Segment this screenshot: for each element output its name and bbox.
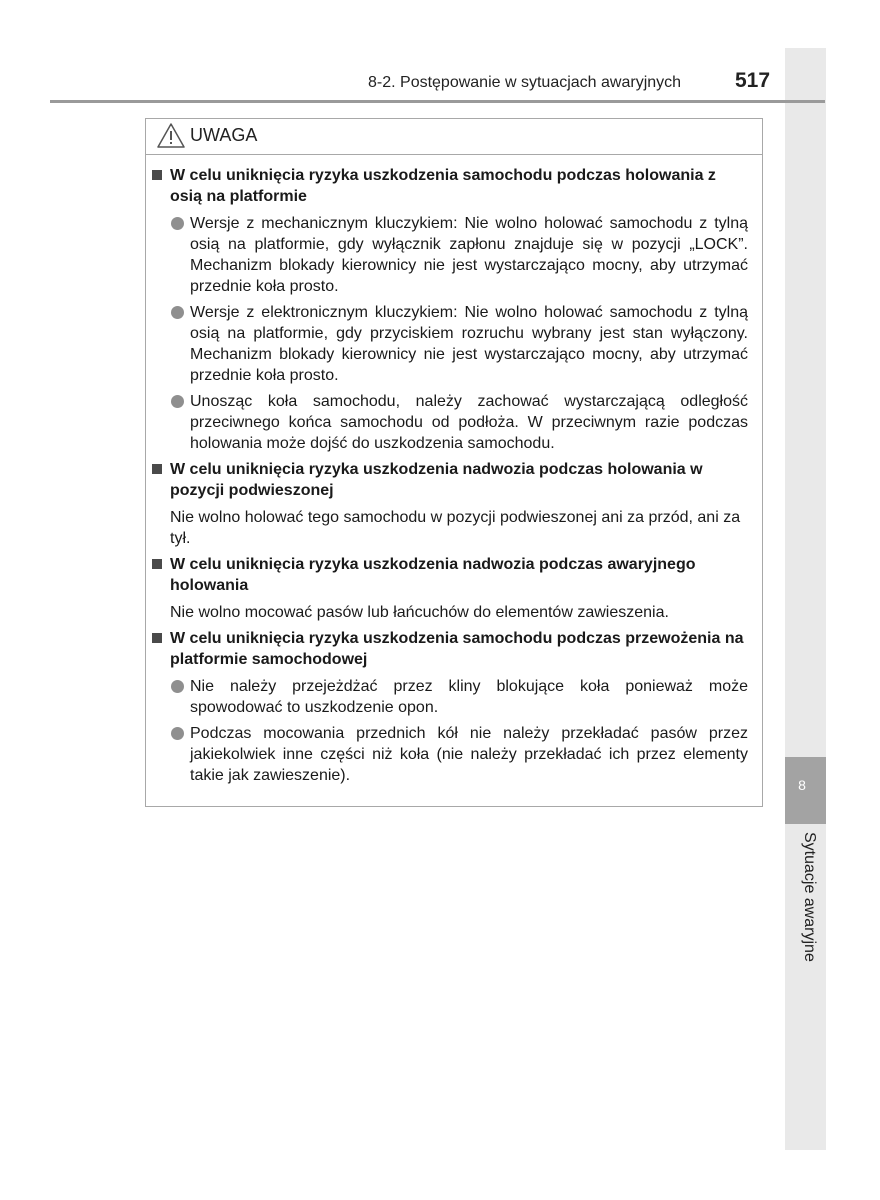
- chapter-number: 8: [798, 777, 806, 793]
- section-text: Nie wolno mocować pasów lub łańcuchów do elementów zawieszenia.: [170, 604, 669, 621]
- caution-title: UWAGA: [190, 125, 258, 145]
- square-bullet-icon: [152, 559, 162, 569]
- section-header: 8-2. Postępowanie w sytuacjach awaryjnych: [368, 74, 682, 91]
- list-item: Wersje z mechanicznym kluczykiem: Nie wolno holować samochodu z tylną osią na platformie, gdy wyłącznik zapłonu znajduje się w pozycji „LOCK”. Mechanizm blokady kierownicy nie jest wystarczająco mocny, aby utrzymać przednie koła prosto.: [150, 213, 748, 297]
- circle-bullet-icon: [171, 395, 184, 408]
- section-heading: W celu uniknięcia ryzyka uszkodzenia nadwozia podczas awaryjnego holowania: [150, 554, 748, 596]
- section-heading: W celu uniknięcia ryzyka uszkodzenia samochodu podczas holowania z osią na platformie: [150, 165, 748, 207]
- warning-triangle-icon: [156, 122, 186, 149]
- side-tab: [785, 48, 826, 1150]
- circle-bullet-icon: [171, 217, 184, 230]
- header-rule: [50, 100, 825, 103]
- caution-header: [146, 119, 762, 155]
- caution-section: [150, 459, 748, 549]
- circle-bullet-icon: [171, 727, 184, 740]
- caution-content: [150, 165, 748, 791]
- section-text: Nie wolno holować tego samochodu w pozycji podwieszonej ani za przód, ani za tył.: [170, 509, 741, 547]
- list-item: Unosząc koła samochodu, należy zachować wystarczającą odległość przeciwnego końca samochodu od podłoża. W przeciwnym razie podczas holowania może dojść do uszkodzenia samochodu.: [150, 391, 748, 454]
- square-bullet-icon: [152, 464, 162, 474]
- square-bullet-icon: [152, 170, 162, 180]
- list-item: Wersje z elektronicznym kluczykiem: Nie wolno holować samochodu z tylną osią na platformie, gdy przyciskiem rozruchu wybrany jest stan wyłączony. Mechanizm blokady kierownicy nie jest wystarczająco mocny, aby utrzymać przednie koła prosto.: [150, 302, 748, 386]
- chapter-title: Sytuacje awaryjne: [801, 832, 818, 962]
- caution-box: [145, 118, 763, 807]
- page-number: 517: [735, 69, 771, 92]
- section-heading: W celu uniknięcia ryzyka uszkodzenia samochodu podczas przewożenia na platformie samochodowej: [150, 628, 748, 670]
- caution-section: [150, 628, 748, 786]
- section-heading: W celu uniknięcia ryzyka uszkodzenia nadwozia podczas holowania w pozycji podwieszonej: [150, 459, 748, 501]
- list-item: Podczas mocowania przednich kół nie należy przekładać pasów przez jakiekolwiek inne części niż koła (nie należy przekładać ich przez elementy takie jak zawieszenie).: [150, 723, 748, 786]
- caution-section: [150, 165, 748, 454]
- list-item: Nie należy przejeżdżać przez kliny blokujące koła ponieważ może spowodować to uszkodzenie opon.: [150, 676, 748, 718]
- circle-bullet-icon: [171, 680, 184, 693]
- caution-section: [150, 554, 748, 623]
- circle-bullet-icon: [171, 306, 184, 319]
- square-bullet-icon: [152, 633, 162, 643]
- chapter-tab: [785, 757, 826, 824]
